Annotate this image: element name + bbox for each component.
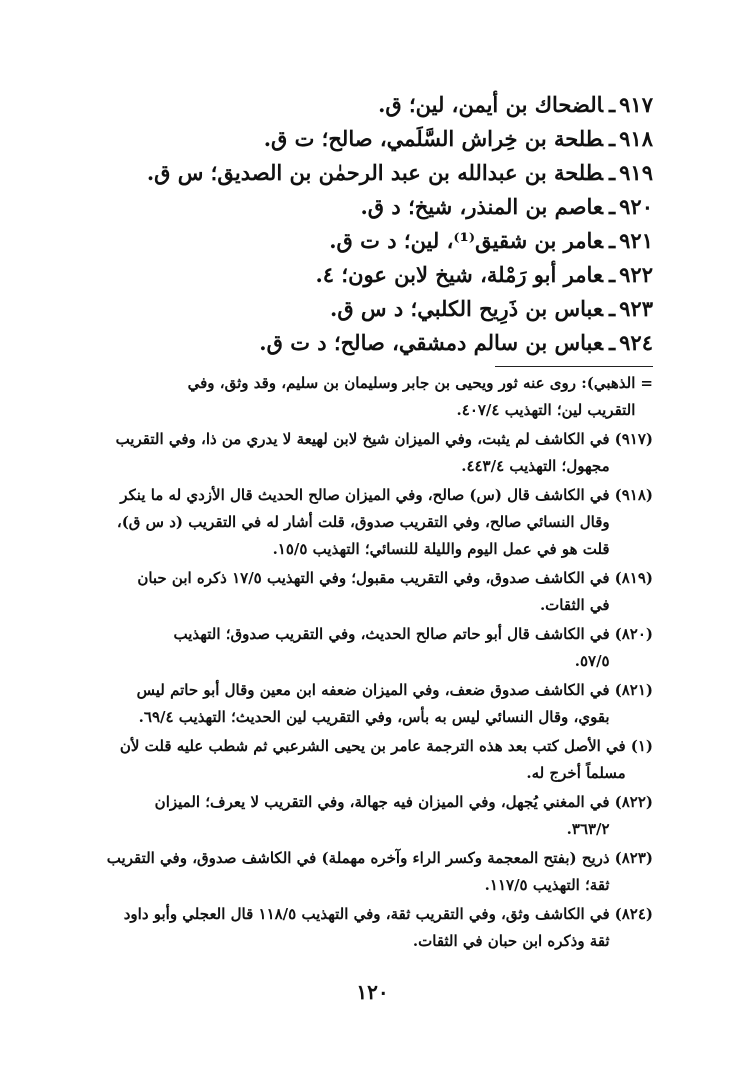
footnote-line: ذريح (بفتح المعجمة وكسر الراء وآخره مهملة) في الكاشف صدوق، وفي التقريب — [106, 849, 610, 867]
entry-text: طلحة بن خِراش السَّلَمي، صالح؛ ت ق. — [263, 126, 603, 151]
footnote-line: ٥٧/٥. — [574, 652, 610, 670]
footnote-marker: (٩١٨) — [614, 486, 653, 504]
narrator-entry: ٩١٩ـطلحة بن عبدالله بن عبد الرحمٰن بن الصديق؛ س ق. — [146, 160, 653, 185]
footnote-line: ثقة وذكره ابن حبان في الثقات. — [412, 932, 610, 950]
footnote — [81, 370, 653, 424]
footnote-marker: (١) — [630, 737, 653, 755]
footnote-line: في الكاشف قال أبو حاتم صالح الحديث، وفي التقريب صدوق؛ التهذيب — [173, 625, 610, 643]
footnote-line: في المغني يُجهل، وفي الميزان فيه جهالة، وفي التقريب لا يعرف؛ الميزان — [154, 793, 610, 811]
footnote — [81, 426, 653, 480]
footnote-line: في الثقات. — [539, 596, 610, 614]
footnote-line: قلت هو في عمل اليوم والليلة للنسائي؛ التهذيب ١٥/٥. — [272, 540, 610, 558]
footnote — [81, 482, 653, 563]
footnote-line: في الكاشف صدوق ضعف، وفي الميزان ضعفه ابن معين وقال أبو حاتم ليس — [136, 681, 610, 699]
footnotes — [81, 370, 653, 957]
entry-text: الضحاك بن أيمن، لين؛ ق. — [378, 92, 603, 117]
entry-text: عباس بن ذَرِيح الكلبي؛ د س ق. — [330, 296, 603, 321]
entry-number: ٩١٧ — [619, 92, 653, 117]
footnote-line: في الأصل كتب بعد هذه الترجمة عامر بن يحيى الشرعبي ثم شطب عليه قلت لأن — [119, 737, 626, 755]
footnote-marker: (٨٢١) — [614, 681, 653, 699]
narrator-entry: ٩١٨ـطلحة بن خِراش السَّلَمي، صالح؛ ت ق. — [263, 126, 653, 151]
page-number: ١٢٠ — [356, 980, 389, 1004]
entry-number: ٩١٩ — [619, 160, 653, 185]
entry-number: ٩٢٢ — [619, 262, 653, 287]
footnote-marker: (٨٢٠) — [614, 625, 653, 643]
narrator-entries — [93, 88, 653, 360]
footnote — [81, 901, 653, 955]
footnote — [81, 733, 653, 787]
narrator-entry: ٩١٧ـالضحاك بن أيمن، لين؛ ق. — [378, 92, 653, 117]
footnote-line: في الكاشف قال (س) صالح، وفي الميزان صالح الحديث قال الأزدي له ما ينكر — [120, 486, 610, 504]
footnote-line: وقال النسائي صالح، وفي التقريب صدوق، قلت أشار له في التقريب (د س ق)، — [116, 513, 610, 531]
entry-number: ٩٢٣ — [619, 296, 653, 321]
footnote — [81, 789, 653, 843]
footnote-line: بقوي، وقال النسائي ليس به بأس، وفي التقريب لين الحديث؛ التهذيب ٦٩/٤. — [138, 708, 610, 726]
footnote-line: في الكاشف صدوق، وفي التقريب مقبول؛ وفي التهذيب ١٧/٥ ذكره ابن حبان — [137, 569, 610, 587]
footnote-line: مجهول؛ التهذيب ٤٤٣/٤. — [461, 457, 610, 475]
narrator-entry: ٩٢٣ـعباس بن ذَرِيح الكلبي؛ د س ق. — [330, 296, 653, 321]
footnote — [81, 845, 653, 899]
footnote-divider — [495, 366, 653, 367]
footnote-line: في الكاشف وثق، وفي التقريب ثقة، وفي التهذيب ١١٨/٥ قال العجلي وأبو داود — [123, 905, 610, 923]
footnote-line: التقريب لين؛ التهذيب ٤٠٧/٤. — [456, 401, 636, 419]
footnote-marker: = — [640, 374, 653, 392]
footnote-marker: (٨٢٣) — [614, 849, 653, 867]
entry-text: عباس بن سالم دمشقي، صالح؛ د ت ق. — [259, 330, 603, 355]
footnote — [81, 565, 653, 619]
entry-text: عاصم بن المنذر، شيخ؛ د ق. — [360, 194, 603, 219]
entry-number: ٩٢٠ — [619, 194, 653, 219]
footnote-line: الذهبي): روى عنه ثور ويحيى بن جابر وسليمان بن سليم، وقد وثق، وفي — [187, 374, 636, 392]
footnote — [81, 677, 653, 731]
narrator-entry: ٩٢١ـعامر بن شقيق⁽¹⁾، لين؛ د ت ق. — [329, 228, 653, 253]
footnote-line: مسلماً أخرج له. — [526, 764, 626, 782]
narrator-entry: ٩٢٠ـعاصم بن المنذر، شيخ؛ د ق. — [360, 194, 653, 219]
footnote-marker: (٨١٩) — [614, 569, 653, 587]
footnote-marker: (٩١٧) — [614, 430, 653, 448]
narrator-entry: ٩٢٤ـعباس بن سالم دمشقي، صالح؛ د ت ق. — [259, 330, 653, 355]
entry-number: ٩٢١ — [619, 228, 653, 253]
footnote-line: ثقة؛ التهذيب ١١٧/٥. — [484, 876, 610, 894]
footnote — [81, 621, 653, 675]
entry-text: عامر بن شقيق⁽¹⁾، لين؛ د ت ق. — [329, 228, 603, 253]
footnote-marker: (٨٢٤) — [614, 905, 653, 923]
entry-number: ٩١٨ — [619, 126, 653, 151]
narrator-entry: ٩٢٢ـعامر أبو رَمْلة، شيخ لابن عون؛ ٤. — [315, 262, 653, 287]
footnote-marker: (٨٢٢) — [614, 793, 653, 811]
footnote-line: ٣٦٣/٢. — [566, 820, 610, 838]
footnote-line: في الكاشف لم يثبت، وفي الميزان شيخ لابن لهيعة لا يدري من ذا، وفي التقريب — [115, 430, 610, 448]
entry-number: ٩٢٤ — [619, 330, 653, 355]
entry-text: عامر أبو رَمْلة، شيخ لابن عون؛ ٤. — [315, 262, 603, 287]
entry-text: طلحة بن عبدالله بن عبد الرحمٰن بن الصديق؛ س ق. — [146, 160, 603, 185]
